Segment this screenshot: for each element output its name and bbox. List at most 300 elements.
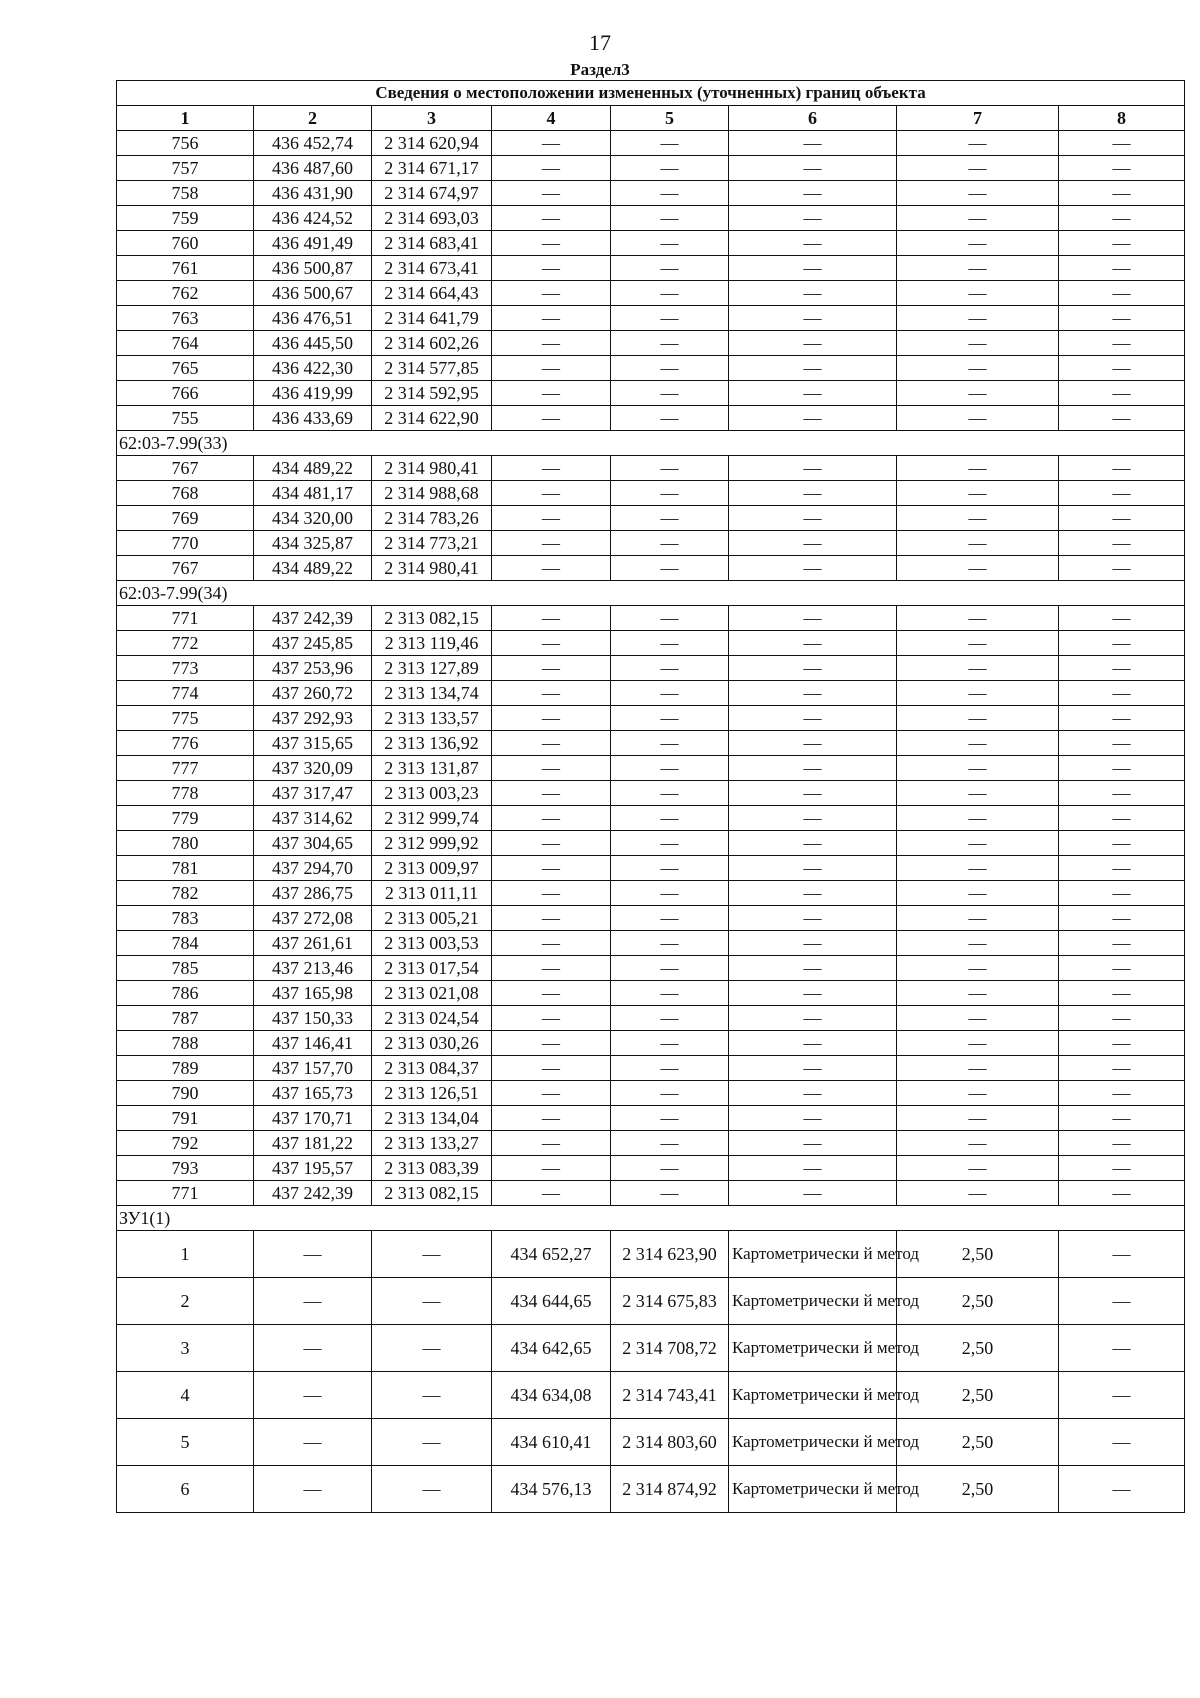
empty-dash: — — [611, 1056, 729, 1081]
point-number: 771 — [117, 1181, 254, 1206]
empty-dash: — — [611, 1181, 729, 1206]
point-number: 2 — [117, 1278, 254, 1325]
empty-dash: — — [611, 856, 729, 881]
point-number: 756 — [117, 131, 254, 156]
empty-dash: — — [1059, 931, 1185, 956]
empty-dash: — — [897, 706, 1059, 731]
coord-y: 2 314 673,41 — [372, 256, 492, 281]
point-number: 774 — [117, 681, 254, 706]
coord-y: 2 314 773,21 — [372, 531, 492, 556]
empty-dash: — — [492, 181, 611, 206]
empty-dash: — — [492, 531, 611, 556]
empty-dash: — — [1059, 131, 1185, 156]
coord-y: 2 314 641,79 — [372, 306, 492, 331]
empty-dash: — — [611, 256, 729, 281]
empty-dash: — — [492, 906, 611, 931]
accuracy-cell: 2,50 — [897, 1419, 1059, 1466]
empty-dash: — — [611, 906, 729, 931]
column-header: 8 — [1059, 106, 1185, 131]
coord-y: 2 313 003,53 — [372, 931, 492, 956]
empty-dash: — — [1059, 1106, 1185, 1131]
table-row — [117, 681, 1185, 706]
empty-dash: — — [611, 406, 729, 431]
column-header-row — [117, 106, 1185, 131]
empty-dash: — — [897, 906, 1059, 931]
coord-x: 434 644,65 — [492, 1278, 611, 1325]
empty-dash: — — [729, 1056, 897, 1081]
coord-y: 2 314 803,60 — [611, 1419, 729, 1466]
empty-dash: — — [729, 181, 897, 206]
empty-dash: — — [729, 456, 897, 481]
empty-dash: — — [897, 881, 1059, 906]
empty-dash: — — [1059, 656, 1185, 681]
method-cell: Картометрически й метод — [729, 1372, 897, 1419]
empty-dash: — — [611, 1106, 729, 1131]
empty-dash: — — [729, 1006, 897, 1031]
point-number: 776 — [117, 731, 254, 756]
coord-x: 436 500,67 — [254, 281, 372, 306]
empty-dash: — — [897, 1056, 1059, 1081]
table-row — [117, 1031, 1185, 1056]
empty-dash: — — [1059, 1156, 1185, 1181]
point-number: 785 — [117, 956, 254, 981]
table-row — [117, 531, 1185, 556]
empty-dash: — — [611, 931, 729, 956]
point-number: 763 — [117, 306, 254, 331]
empty-dash: — — [729, 1106, 897, 1131]
empty-dash: — — [611, 981, 729, 1006]
empty-dash: — — [611, 306, 729, 331]
coord-x: 436 445,50 — [254, 331, 372, 356]
coord-y: 2 312 999,74 — [372, 806, 492, 831]
empty-dash: — — [1059, 806, 1185, 831]
empty-dash: — — [729, 681, 897, 706]
empty-dash: — — [1059, 756, 1185, 781]
parcel-group-row — [117, 1206, 1185, 1231]
empty-dash: — — [729, 731, 897, 756]
table-row — [117, 881, 1185, 906]
empty-dash: — — [729, 131, 897, 156]
empty-dash: — — [492, 1106, 611, 1131]
empty-dash: — — [611, 631, 729, 656]
empty-dash: — — [1059, 631, 1185, 656]
empty-dash: — — [729, 756, 897, 781]
point-number: 765 — [117, 356, 254, 381]
empty-dash: — — [897, 956, 1059, 981]
empty-dash: — — [1059, 681, 1185, 706]
table-row — [117, 1006, 1185, 1031]
empty-dash: — — [611, 756, 729, 781]
table-row — [117, 956, 1185, 981]
point-number: 791 — [117, 1106, 254, 1131]
table-row — [117, 281, 1185, 306]
empty-dash: — — [611, 156, 729, 181]
empty-dash: — — [1059, 906, 1185, 931]
coord-y: 2 314 783,26 — [372, 506, 492, 531]
coord-x: 437 165,98 — [254, 981, 372, 1006]
empty-dash: — — [492, 856, 611, 881]
coord-x: 437 242,39 — [254, 606, 372, 631]
empty-dash: — — [611, 531, 729, 556]
empty-dash: — — [1059, 406, 1185, 431]
column-header: 3 — [372, 106, 492, 131]
empty-dash: — — [729, 506, 897, 531]
empty-dash: — — [611, 331, 729, 356]
empty-dash: — — [492, 156, 611, 181]
coord-y: 2 313 021,08 — [372, 981, 492, 1006]
coord-x: 437 181,22 — [254, 1131, 372, 1156]
empty-dash: — — [1059, 1031, 1185, 1056]
point-number: 6 — [117, 1466, 254, 1513]
table-row — [117, 356, 1185, 381]
point-number: 786 — [117, 981, 254, 1006]
empty-dash: — — [611, 481, 729, 506]
empty-dash: — — [1059, 1466, 1185, 1513]
empty-dash: — — [492, 556, 611, 581]
empty-dash: — — [492, 806, 611, 831]
point-number: 762 — [117, 281, 254, 306]
empty-dash: — — [492, 631, 611, 656]
coord-y: 2 312 999,92 — [372, 831, 492, 856]
empty-dash: — — [1059, 881, 1185, 906]
point-number: 759 — [117, 206, 254, 231]
coord-x: 436 500,87 — [254, 256, 372, 281]
empty-dash: — — [492, 506, 611, 531]
coord-x: 437 165,73 — [254, 1081, 372, 1106]
point-number: 787 — [117, 1006, 254, 1031]
table-row — [117, 856, 1185, 881]
table-row — [117, 181, 1185, 206]
table-row — [117, 656, 1185, 681]
accuracy-cell: 2,50 — [897, 1231, 1059, 1278]
empty-dash: — — [492, 1081, 611, 1106]
table-row — [117, 1156, 1185, 1181]
parcel-group-row — [117, 431, 1185, 456]
empty-dash: — — [729, 781, 897, 806]
empty-dash: — — [897, 156, 1059, 181]
accuracy-cell: 2,50 — [897, 1466, 1059, 1513]
coord-y: 2 313 136,92 — [372, 731, 492, 756]
empty-dash: — — [492, 731, 611, 756]
table-row — [117, 1081, 1185, 1106]
empty-dash: — — [729, 706, 897, 731]
empty-dash: — — [897, 1106, 1059, 1131]
empty-dash: — — [492, 481, 611, 506]
point-number: 1 — [117, 1231, 254, 1278]
table-row — [117, 381, 1185, 406]
empty-dash: — — [897, 831, 1059, 856]
empty-dash: — — [897, 256, 1059, 281]
empty-dash: — — [492, 1056, 611, 1081]
empty-dash: — — [254, 1231, 372, 1278]
empty-dash: — — [729, 1131, 897, 1156]
boundary-table — [116, 80, 1185, 1513]
coord-x: 436 419,99 — [254, 381, 372, 406]
method-cell: Картометрически й метод — [729, 1419, 897, 1466]
empty-dash: — — [611, 1006, 729, 1031]
empty-dash: — — [729, 381, 897, 406]
coord-y: 2 313 011,11 — [372, 881, 492, 906]
empty-dash: — — [611, 181, 729, 206]
empty-dash: — — [492, 956, 611, 981]
table-body — [117, 81, 1185, 1513]
table-row — [117, 306, 1185, 331]
coord-y: 2 313 126,51 — [372, 1081, 492, 1106]
empty-dash: — — [1059, 1372, 1185, 1419]
empty-dash: — — [897, 806, 1059, 831]
empty-dash: — — [611, 1081, 729, 1106]
coord-y: 2 314 622,90 — [372, 406, 492, 431]
empty-dash: — — [1059, 706, 1185, 731]
table-row — [117, 781, 1185, 806]
empty-dash: — — [1059, 1325, 1185, 1372]
empty-dash: — — [897, 1006, 1059, 1031]
empty-dash: — — [492, 131, 611, 156]
coord-y: 2 314 980,41 — [372, 556, 492, 581]
empty-dash: — — [492, 831, 611, 856]
empty-dash: — — [492, 681, 611, 706]
coord-y: 2 314 620,94 — [372, 131, 492, 156]
empty-dash: — — [897, 381, 1059, 406]
point-number: 779 — [117, 806, 254, 831]
empty-dash: — — [1059, 531, 1185, 556]
coord-x: 437 242,39 — [254, 1181, 372, 1206]
empty-dash: — — [897, 1131, 1059, 1156]
table-row — [117, 931, 1185, 956]
empty-dash: — — [897, 531, 1059, 556]
point-number: 764 — [117, 331, 254, 356]
parcel-group-row — [117, 581, 1185, 606]
table-row — [117, 1466, 1185, 1513]
empty-dash: — — [492, 781, 611, 806]
empty-dash: — — [372, 1278, 492, 1325]
empty-dash: — — [897, 1156, 1059, 1181]
empty-dash: — — [897, 931, 1059, 956]
empty-dash: — — [729, 1181, 897, 1206]
empty-dash: — — [897, 556, 1059, 581]
empty-dash: — — [611, 681, 729, 706]
empty-dash: — — [1059, 306, 1185, 331]
point-number: 760 — [117, 231, 254, 256]
empty-dash: — — [254, 1325, 372, 1372]
point-number: 770 — [117, 531, 254, 556]
empty-dash: — — [729, 806, 897, 831]
empty-dash: — — [492, 756, 611, 781]
table-row — [117, 1325, 1185, 1372]
coord-y: 2 313 127,89 — [372, 656, 492, 681]
empty-dash: — — [897, 406, 1059, 431]
empty-dash: — — [729, 306, 897, 331]
empty-dash: — — [1059, 831, 1185, 856]
empty-dash: — — [611, 131, 729, 156]
empty-dash: — — [897, 656, 1059, 681]
empty-dash: — — [729, 531, 897, 556]
point-number: 789 — [117, 1056, 254, 1081]
method-cell: Картометрически й метод — [729, 1466, 897, 1513]
table-row — [117, 1372, 1185, 1419]
empty-dash: — — [729, 906, 897, 931]
table-row — [117, 331, 1185, 356]
coord-y: 2 313 083,39 — [372, 1156, 492, 1181]
empty-dash: — — [897, 631, 1059, 656]
empty-dash: — — [492, 356, 611, 381]
empty-dash: — — [729, 406, 897, 431]
empty-dash: — — [897, 781, 1059, 806]
empty-dash: — — [897, 181, 1059, 206]
table-title-row — [117, 81, 1185, 106]
coord-x: 436 487,60 — [254, 156, 372, 181]
coord-x: 437 146,41 — [254, 1031, 372, 1056]
parcel-group-label: 62:03-7.99(33) — [117, 431, 1185, 456]
point-number: 5 — [117, 1419, 254, 1466]
coord-x: 436 491,49 — [254, 231, 372, 256]
accuracy-cell: 2,50 — [897, 1278, 1059, 1325]
empty-dash: — — [1059, 256, 1185, 281]
empty-dash: — — [729, 1156, 897, 1181]
accuracy-cell: 2,50 — [897, 1372, 1059, 1419]
table-row — [117, 1278, 1185, 1325]
coord-x: 437 286,75 — [254, 881, 372, 906]
empty-dash: — — [492, 281, 611, 306]
empty-dash: — — [492, 881, 611, 906]
point-number: 778 — [117, 781, 254, 806]
column-header: 2 — [254, 106, 372, 131]
empty-dash: — — [729, 881, 897, 906]
coord-x: 434 489,22 — [254, 556, 372, 581]
coord-y: 2 313 082,15 — [372, 606, 492, 631]
table-row — [117, 756, 1185, 781]
empty-dash: — — [492, 331, 611, 356]
coord-y: 2 313 134,74 — [372, 681, 492, 706]
empty-dash: — — [729, 281, 897, 306]
coord-x: 437 245,85 — [254, 631, 372, 656]
point-number: 781 — [117, 856, 254, 881]
point-number: 769 — [117, 506, 254, 531]
empty-dash: — — [611, 381, 729, 406]
method-cell: Картометрически й метод — [729, 1325, 897, 1372]
coord-x: 437 157,70 — [254, 1056, 372, 1081]
coord-y: 2 313 009,97 — [372, 856, 492, 881]
coord-x: 434 325,87 — [254, 531, 372, 556]
coord-y: 2 314 693,03 — [372, 206, 492, 231]
coord-y: 2 313 024,54 — [372, 1006, 492, 1031]
table-row — [117, 456, 1185, 481]
empty-dash: — — [729, 481, 897, 506]
empty-dash: — — [492, 931, 611, 956]
empty-dash: — — [372, 1419, 492, 1466]
empty-dash: — — [492, 406, 611, 431]
empty-dash: — — [611, 356, 729, 381]
empty-dash: — — [729, 606, 897, 631]
table-row — [117, 1419, 1185, 1466]
table-row — [117, 156, 1185, 181]
table-row — [117, 1056, 1185, 1081]
empty-dash: — — [729, 831, 897, 856]
point-number: 773 — [117, 656, 254, 681]
empty-dash: — — [1059, 181, 1185, 206]
point-number: 792 — [117, 1131, 254, 1156]
empty-dash: — — [492, 1006, 611, 1031]
empty-dash: — — [611, 806, 729, 831]
empty-dash: — — [611, 456, 729, 481]
empty-dash: — — [897, 1181, 1059, 1206]
coord-y: 2 313 119,46 — [372, 631, 492, 656]
empty-dash: — — [897, 206, 1059, 231]
coord-x: 436 452,74 — [254, 131, 372, 156]
coord-x: 436 431,90 — [254, 181, 372, 206]
empty-dash: — — [897, 481, 1059, 506]
empty-dash: — — [729, 256, 897, 281]
coord-y: 2 313 133,27 — [372, 1131, 492, 1156]
table-row — [117, 1106, 1185, 1131]
coord-x: 434 481,17 — [254, 481, 372, 506]
empty-dash: — — [897, 281, 1059, 306]
empty-dash: — — [611, 1156, 729, 1181]
parcel-group-label: ЗУ1(1) — [117, 1206, 1185, 1231]
empty-dash: — — [372, 1372, 492, 1419]
empty-dash: — — [1059, 981, 1185, 1006]
coord-y: 2 314 671,17 — [372, 156, 492, 181]
coord-x: 434 642,65 — [492, 1325, 611, 1372]
point-number: 755 — [117, 406, 254, 431]
column-header: 5 — [611, 106, 729, 131]
point-number: 782 — [117, 881, 254, 906]
empty-dash: — — [254, 1372, 372, 1419]
page-number: 17 — [589, 30, 611, 55]
empty-dash: — — [611, 1131, 729, 1156]
coord-x: 437 260,72 — [254, 681, 372, 706]
empty-dash: — — [1059, 331, 1185, 356]
table-row — [117, 606, 1185, 631]
column-header: 1 — [117, 106, 254, 131]
coord-x: 437 272,08 — [254, 906, 372, 931]
empty-dash: — — [611, 556, 729, 581]
point-number: 775 — [117, 706, 254, 731]
empty-dash: — — [1059, 1231, 1185, 1278]
table-row — [117, 1131, 1185, 1156]
coord-x: 434 489,22 — [254, 456, 372, 481]
empty-dash: — — [254, 1419, 372, 1466]
point-number: 758 — [117, 181, 254, 206]
empty-dash: — — [611, 831, 729, 856]
method-cell: Картометрически й метод — [729, 1278, 897, 1325]
coord-x: 437 294,70 — [254, 856, 372, 881]
coord-x: 436 422,30 — [254, 356, 372, 381]
empty-dash: — — [729, 156, 897, 181]
coord-x: 436 476,51 — [254, 306, 372, 331]
empty-dash: — — [611, 656, 729, 681]
coord-y: 2 314 708,72 — [611, 1325, 729, 1372]
table-row — [117, 1231, 1185, 1278]
table-row — [117, 831, 1185, 856]
empty-dash: — — [492, 231, 611, 256]
table-row — [117, 131, 1185, 156]
coord-x: 437 304,65 — [254, 831, 372, 856]
coord-y: 2 314 623,90 — [611, 1231, 729, 1278]
empty-dash: — — [1059, 1131, 1185, 1156]
empty-dash: — — [492, 1156, 611, 1181]
point-number: 790 — [117, 1081, 254, 1106]
empty-dash: — — [611, 231, 729, 256]
accuracy-cell: 2,50 — [897, 1325, 1059, 1372]
parcel-group-label: 62:03-7.99(34) — [117, 581, 1185, 606]
empty-dash: — — [1059, 556, 1185, 581]
empty-dash: — — [729, 931, 897, 956]
empty-dash: — — [1059, 1181, 1185, 1206]
empty-dash: — — [492, 381, 611, 406]
empty-dash: — — [611, 606, 729, 631]
empty-dash: — — [492, 1031, 611, 1056]
